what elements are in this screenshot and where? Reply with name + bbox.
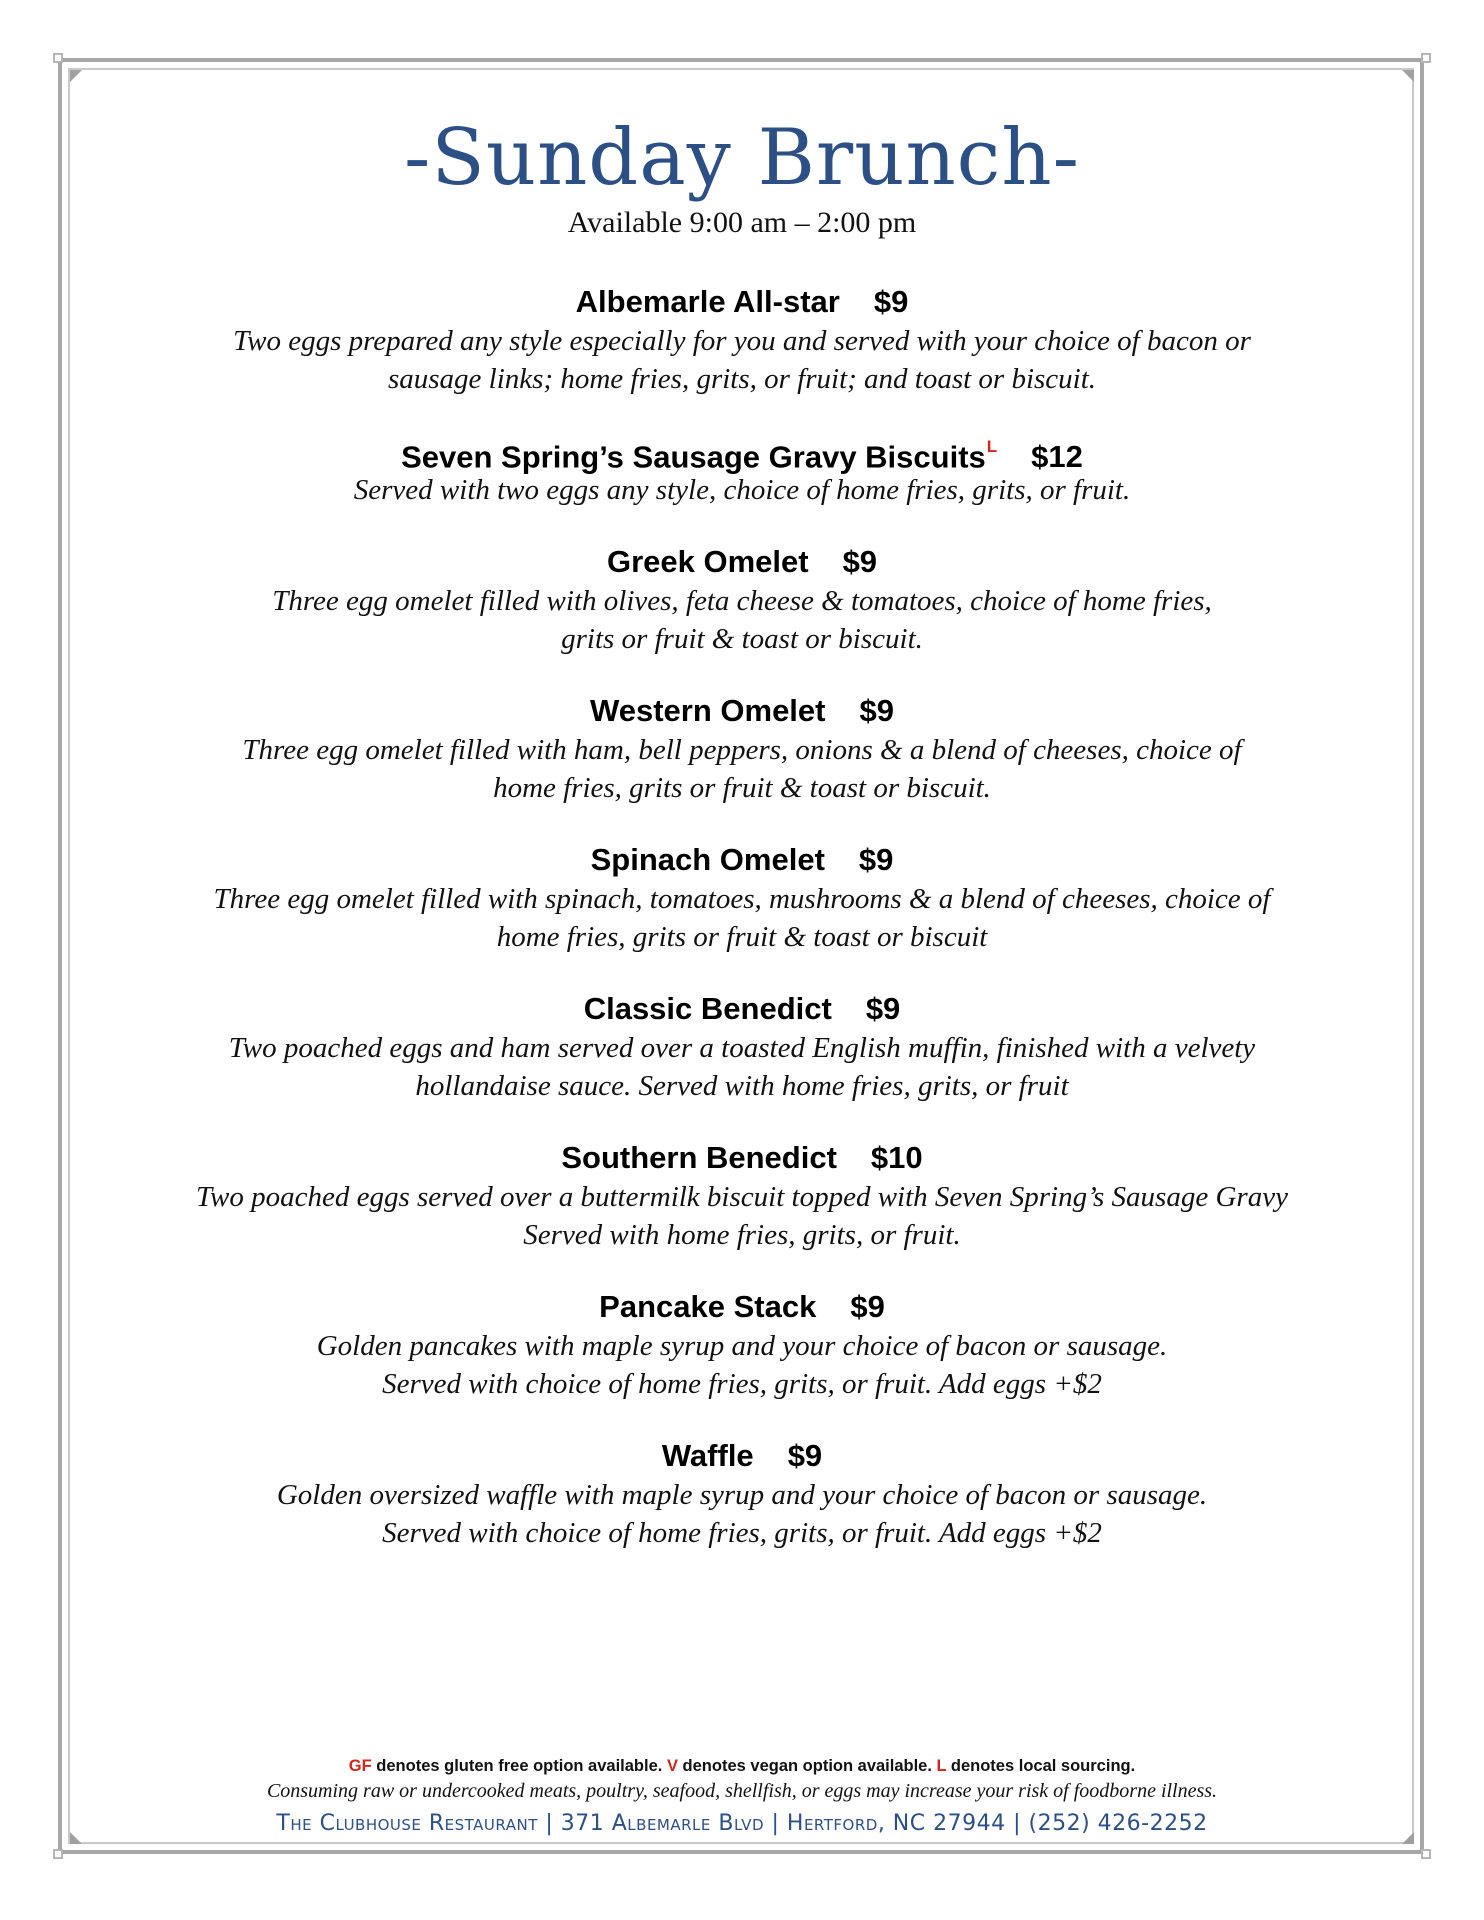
menu-item <box>100 282 1384 398</box>
border-knob <box>1421 53 1431 63</box>
menu-item <box>100 691 1384 807</box>
gf-code: GF <box>348 1757 372 1775</box>
corner-ornament <box>1402 70 1414 82</box>
footer <box>60 1754 1424 1840</box>
v-text: denotes vegan option available. <box>677 1757 937 1775</box>
menu-item-heading <box>100 1436 1384 1476</box>
menu-item-heading <box>100 840 1384 880</box>
menu-item-price: $9 <box>859 693 894 728</box>
menu-item-name: Seven Spring’s Sausage Gravy Biscuits <box>401 439 986 475</box>
menu-item-heading <box>100 431 1384 475</box>
restaurant-address: The Clubhouse Restaurant | 371 Albemarle Blvd | Hertford, NC 27944 | (252) 426-2252 <box>276 1811 1208 1836</box>
menu-item-name: Southern Benedict <box>561 1140 837 1175</box>
menu-item-price: $9 <box>842 544 878 579</box>
menu-item-heading <box>100 691 1384 731</box>
menu-item-heading <box>100 542 1384 582</box>
border-knob <box>53 1849 63 1859</box>
menu-item-description: Golden oversized waffle with maple syrup and your choice of bacon or sausage. Served with choice of home fries, grits, or fruit. Add eggs +$2 <box>276 1479 1208 1549</box>
menu-item <box>100 1287 1384 1403</box>
menu-item-name: Pancake Stack <box>599 1289 817 1324</box>
menu-item-name: Western Omelet <box>590 693 826 728</box>
menu-item-heading <box>100 1287 1384 1327</box>
menu-item-description: Golden pancakes with maple syrup and your choice of bacon or sausage. Served with choice of home fries, grits, or fruit. Add eggs +$2 <box>316 1330 1168 1400</box>
menu-item-heading <box>100 989 1384 1029</box>
menu-item-name: Waffle <box>661 1438 754 1473</box>
border-knob <box>1421 1849 1431 1859</box>
border-knob <box>53 53 63 63</box>
menu-item-price: $12 <box>1031 439 1083 475</box>
menu-item-description: Three egg omelet filled with ham, bell peppers, onions & a blend of cheeses, choice of home fries, grits or fruit & toast or biscuit. <box>242 734 1242 804</box>
menu-item-heading <box>100 1138 1384 1178</box>
menu-item <box>100 989 1384 1105</box>
menu-item-name: Spinach Omelet <box>590 842 825 877</box>
menu-item <box>100 1138 1384 1254</box>
gf-text: denotes gluten free option available. <box>371 1757 667 1775</box>
menu-item-description: Two poached eggs and ham served over a toasted English muffin, finished with a velvety hollandaise sauce. Served with home fries, grits, or fruit <box>228 1032 1256 1102</box>
page-title: -Sunday Brunch- <box>404 113 1080 203</box>
menu-item-name: Albemarle All-star <box>575 284 840 319</box>
local-sourcing-mark: L <box>986 437 998 456</box>
menu-item-description: Two eggs prepared any style especially for you and served with your choice of bacon or sausage links; home fries, grits, or fruit; and toast or biscuit. <box>233 325 1251 395</box>
menu-item <box>100 1436 1384 1552</box>
menu-content <box>100 110 1384 1585</box>
menu-item-description: Two poached eggs served over a buttermilk biscuit topped with Seven Spring’s Sausage Gravy Served with home fries, grits, or fruit. <box>196 1181 1288 1251</box>
corner-ornament <box>70 70 82 82</box>
menu-item-price: $9 <box>787 1438 823 1473</box>
menu-item-heading <box>100 282 1384 322</box>
menu-item-description: Served with two eggs any style, choice of home fries, grits, or fruit. <box>353 474 1131 506</box>
menu-items <box>100 282 1384 1552</box>
menu-item-price: $9 <box>850 1289 885 1324</box>
menu-item <box>100 431 1384 509</box>
menu-item <box>100 840 1384 956</box>
l-code: L <box>936 1757 947 1775</box>
menu-item-price: $10 <box>870 1140 923 1175</box>
legend <box>60 1754 1424 1778</box>
availability-hours: Available 9:00 am – 2:00 pm <box>567 206 917 239</box>
menu-item-name: Classic Benedict <box>583 991 832 1026</box>
menu-item-price: $9 <box>865 991 901 1026</box>
menu-item-price: $9 <box>858 842 894 877</box>
l-text: denotes local sourcing. <box>946 1757 1136 1775</box>
food-safety-disclaimer: Consuming raw or undercooked meats, poultry, seafood, shellfish, or eggs may increase your risk of foodborne illness. <box>266 1780 1218 1802</box>
menu-item-price: $9 <box>873 284 909 319</box>
menu-item-description: Three egg omelet filled with spinach, tomatoes, mushrooms & a blend of cheeses, choice of home fries, grits or fruit & toast or biscuit <box>213 883 1271 953</box>
menu-item-name: Greek Omelet <box>606 544 809 579</box>
menu-item-description: Three egg omelet filled with olives, feta cheese & tomatoes, choice of home fries, grits or fruit & toast or biscuit. <box>272 585 1212 655</box>
v-code: V <box>666 1757 678 1775</box>
menu-item <box>100 542 1384 658</box>
